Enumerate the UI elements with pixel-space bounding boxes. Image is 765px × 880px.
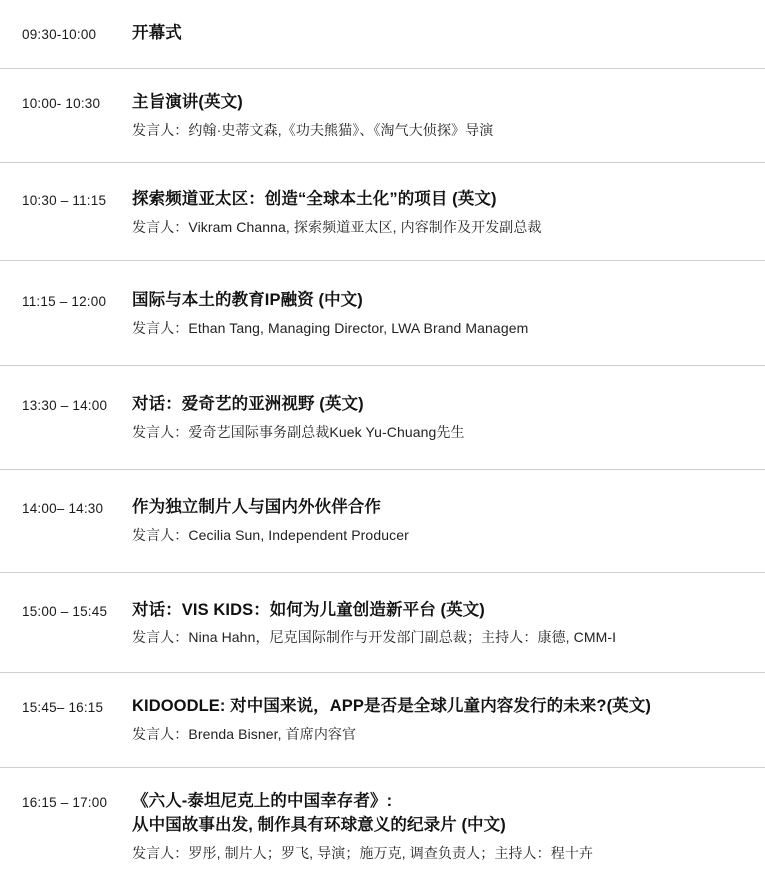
session-content [132, 599, 743, 649]
schedule-row [0, 163, 765, 261]
session-speaker: 发言人：Vikram Channa, 探索频道亚太区, 内容制作及开发副总裁 [132, 218, 542, 235]
session-speaker: 发言人：爱奇艺国际事务副总裁Kuek Yu-Chuang先生 [132, 423, 465, 440]
schedule-row [0, 768, 765, 880]
session-speaker: 发言人：罗彤, 制片人；罗飞, 导演；施万克, 调查负责人；主持人：程十卉 [132, 845, 594, 862]
session-content [132, 91, 743, 141]
session-time: 14:00– 14:30 [22, 500, 104, 516]
session-content [132, 695, 743, 745]
session-time: 11:15 – 12:00 [22, 293, 107, 309]
session-time: 09:30-10:00 [22, 27, 97, 42]
session-time: 15:45– 16:15 [22, 700, 104, 716]
session-title [132, 496, 743, 520]
session-title-line: KIDOODLE: 对中国来说，APP是否是全球儿童内容发行的未来?(英文) [132, 697, 651, 716]
session-content [132, 289, 743, 339]
session-title-line: 作为独立制片人与国内外伙伴合作 [132, 497, 381, 516]
session-title-line: 对话：VIS KIDS：如何为儿童创造新平台 (英文) [132, 600, 485, 619]
session-title [132, 695, 743, 719]
session-time: 16:15 – 17:00 [22, 795, 108, 811]
session-title-line: 主旨演讲(英文) [132, 92, 243, 111]
session-title-line: 从中国故事出发, 制作具有环球意义的纪录片 (中文) [132, 816, 506, 835]
schedule-row [0, 573, 765, 674]
session-time: 10:00- 10:30 [22, 95, 101, 111]
session-speaker: 发言人：约翰·史蒂文森,《功夫熊猫》、《淘气大侦探》导演 [132, 121, 494, 138]
schedule-row [0, 261, 765, 366]
session-time: 13:30 – 14:00 [22, 397, 108, 413]
session-title [132, 393, 743, 417]
session-speaker: 发言人：Cecilia Sun, Independent Producer [132, 526, 409, 543]
schedule-row [0, 673, 765, 768]
session-content [132, 393, 743, 443]
session-time: 15:00 – 15:45 [22, 603, 108, 619]
session-content [132, 496, 743, 546]
session-content [132, 790, 743, 864]
session-speaker: 发言人：Ethan Tang, Managing Director, LWA Brand Managem [132, 319, 529, 336]
session-speaker: 发言人：Nina Hahn，尼克国际制作与开发部门副总裁；主持人：康德, CMM-I [132, 629, 617, 646]
session-title [132, 91, 743, 115]
session-title [132, 22, 743, 46]
session-title [132, 790, 743, 838]
session-title-line: 开幕式 [132, 24, 182, 42]
session-title-line: 国际与本土的教育IP融资 (中文) [132, 290, 363, 309]
session-content [132, 22, 743, 46]
session-title [132, 599, 743, 623]
session-title-line: 《六人-泰坦尼克上的中国幸存者》: [132, 792, 393, 811]
session-content [132, 188, 743, 238]
schedule-row [0, 69, 765, 163]
schedule-row [0, 366, 765, 470]
session-title-line: 探索频道亚太区：创造“全球本土化”的项目 (英文) [132, 189, 497, 208]
session-title [132, 188, 743, 212]
session-title [132, 289, 743, 313]
session-time: 10:30 – 11:15 [22, 192, 107, 208]
schedule-row [0, 0, 765, 69]
schedule-row [0, 470, 765, 573]
session-speaker: 发言人：Brenda Bisner, 首席内容官 [132, 726, 357, 743]
session-title-line: 对话：爱奇艺的亚洲视野 (英文) [132, 394, 364, 413]
